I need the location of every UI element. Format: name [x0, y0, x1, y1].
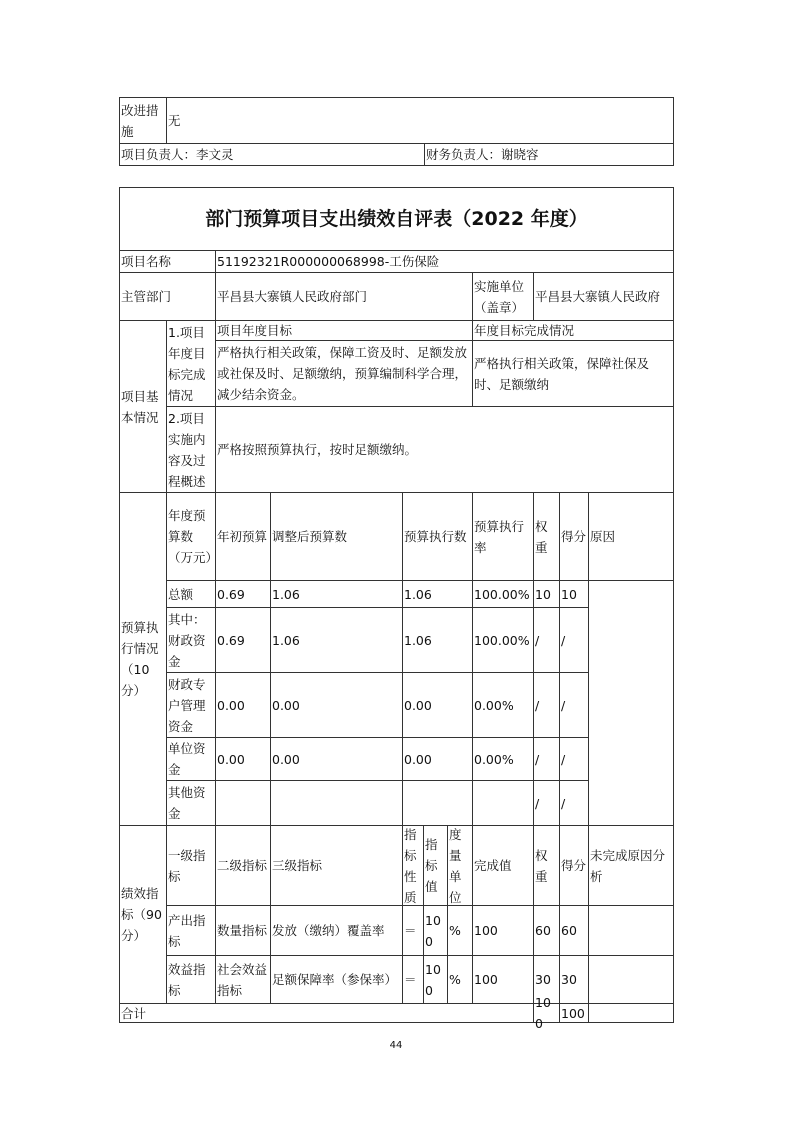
total-reason: [588, 1003, 674, 1023]
budget-cell-label-text: 单位资金: [168, 741, 206, 777]
budget-cell-adjusted-text: 0.00: [272, 697, 300, 713]
perf-cell-l1-text: 产出指标: [168, 912, 206, 949]
perf-header-text: 度量单位: [449, 826, 462, 905]
goal-label-text: 1.项目年度目标完成情况: [168, 324, 206, 403]
perf-header: [447, 825, 473, 906]
perf-cell-score-text: 30: [561, 972, 577, 987]
budget-header: [402, 492, 473, 581]
budget-header: [588, 492, 674, 581]
total-weight-text: 100: [535, 995, 551, 1031]
total-label: [119, 1003, 534, 1023]
dept-label-text: 主管部门: [121, 289, 172, 304]
unit-label-text: 实施单位（盖章）: [474, 278, 525, 315]
perf-header-text: 三级指标: [272, 858, 323, 873]
perf-cell-nature-text: ＝: [404, 923, 417, 938]
basic-label-text: 项目基本情况: [121, 388, 159, 425]
budget-cell-weight: [533, 607, 560, 673]
page-number: 44: [389, 1040, 403, 1051]
budget-cell-adjusted: [270, 607, 403, 673]
perf-cell-l2-text: 社会效益指标: [217, 961, 268, 998]
improvement-label: [119, 97, 167, 144]
budget-header: [472, 492, 534, 581]
perf-cell-l1: [166, 905, 216, 956]
budget-cell-score: [559, 672, 589, 738]
finance-lead: [424, 143, 674, 166]
budget-cell-label-text: 其他资金: [168, 785, 206, 821]
perf-cell-score-text: 60: [561, 923, 577, 938]
perf-cell-unit: [447, 955, 473, 1004]
perf-cell-l1-text: 效益指标: [168, 961, 206, 998]
budget-cell-adjusted-text: 1.06: [272, 586, 300, 602]
budget-header-text: 权重: [535, 518, 548, 555]
budget-cell-initial-text: 0.69: [217, 632, 245, 648]
perf-cell-score: [559, 955, 589, 1004]
perf-cell-done-text: 100: [474, 923, 498, 938]
total-score: [559, 1003, 589, 1023]
budget-section-label-text: 预算执行情况（10分）: [121, 620, 159, 698]
perf-cell-l2: [215, 955, 271, 1004]
perf-cell-done: [472, 905, 534, 956]
impl-text-text: 严格按照预算执行，按时足额缴纳。: [217, 442, 418, 457]
budget-cell-executed: [402, 780, 473, 826]
goal-text-text: 严格执行相关政策，保障工资及时、足额发放或社保及时、足额缴纳，预算编制科学合理，减少结余资金。: [217, 345, 468, 402]
budget-cell-weight-text: /: [535, 795, 540, 811]
budget-cell-score: [559, 737, 589, 781]
budget-cell-executed: [402, 737, 473, 781]
total-weight: [533, 995, 560, 1031]
impl-label: [166, 406, 216, 493]
goal-done-header: [472, 320, 674, 341]
goal-done-header-text: 年度目标完成情况: [474, 323, 575, 338]
budget-cell-label: [166, 607, 216, 673]
project-lead: [119, 143, 425, 166]
budget-cell-rate: [472, 672, 534, 738]
perf-header: [588, 825, 674, 906]
budget-header: [166, 492, 219, 581]
improvement-value: [166, 97, 674, 144]
budget-cell-executed: [402, 607, 473, 673]
perf-header: [559, 825, 589, 906]
budget-cell-executed-text: 0.00: [404, 697, 432, 713]
budget-cell-label: [166, 580, 216, 608]
perf-header: [215, 825, 271, 906]
budget-header-text: 预算执行率: [474, 518, 525, 555]
perf-cell-l2: [215, 905, 271, 956]
budget-cell-executed-text: 1.06: [404, 586, 432, 602]
budget-cell-score-text: /: [561, 795, 566, 811]
budget-cell-initial: [215, 607, 271, 673]
budget-cell-rate: [472, 780, 534, 826]
perf-cell-done-text: 100: [474, 972, 498, 987]
budget-reason-cell: [588, 580, 674, 826]
budget-cell-weight-text: /: [535, 632, 540, 648]
perf-header-text: 得分: [561, 858, 587, 873]
budget-cell-adjusted-text: 1.06: [272, 632, 300, 648]
budget-cell-rate-text: 100.00%: [474, 586, 530, 602]
project-name: [215, 250, 674, 273]
perf-cell-done: [472, 955, 534, 1004]
budget-cell-executed-text: 0.00: [404, 751, 432, 767]
budget-cell-label-text: 财政专户管理资金: [168, 676, 206, 734]
dept-label: [119, 272, 216, 321]
perf-cell-value-text: 100: [425, 912, 441, 949]
improvement-value-text: 无: [168, 113, 181, 128]
perf-cell-l3-text: 发放（缴纳）覆盖率: [272, 923, 385, 938]
perf-header-text: 二级指标: [217, 858, 268, 873]
perf-cell-l2-text: 数量指标: [217, 923, 268, 938]
budget-cell-rate: [472, 580, 534, 608]
budget-cell-score: [559, 580, 589, 608]
budget-cell-adjusted: [270, 672, 403, 738]
perf-header: [423, 825, 448, 906]
goal-label: [166, 320, 216, 407]
perf-cell-weight: [533, 905, 560, 956]
impl-text: [215, 406, 674, 493]
budget-header: [533, 492, 560, 581]
budget-header-text: 原因: [590, 529, 616, 544]
budget-cell-score: [559, 780, 589, 826]
perf-cell-value: [423, 955, 448, 1004]
budget-cell-score-text: /: [561, 697, 566, 713]
goal-done-text: [472, 340, 674, 407]
budget-cell-weight: [533, 737, 560, 781]
dept-value: [215, 272, 473, 321]
perf-header: [533, 825, 560, 906]
budget-cell-label: [166, 780, 216, 826]
project-name-text: 51192321R000000068998-工伤保险: [217, 254, 440, 269]
budget-cell-rate-text: 100.00%: [474, 632, 530, 648]
perf-header: [472, 825, 534, 906]
budget-cell-executed: [402, 580, 473, 608]
total-label-text: 合计: [121, 1005, 147, 1021]
unit-value: [533, 272, 674, 321]
perf-cell-unit: [447, 905, 473, 956]
budget-cell-adjusted-text: 0.00: [272, 751, 300, 767]
project-name-label: [119, 250, 216, 273]
budget-header-text: 年度预算数（万元）: [168, 508, 219, 565]
unit-value-text: 平昌县大寨镇人民政府: [535, 289, 661, 304]
perf-cell-l3-text: 足额保障率（参保率）: [272, 972, 398, 987]
budget-cell-weight: [533, 672, 560, 738]
perf-header-text: 指标性质: [404, 826, 417, 905]
budget-header-text: 预算执行数: [404, 529, 467, 544]
budget-header: [270, 492, 403, 581]
perf-header-text: 指标值: [425, 837, 438, 894]
perf-cell-value: [423, 905, 448, 956]
budget-cell-weight-text: /: [535, 751, 540, 767]
table-title-text: 部门预算项目支出绩效自评表（2022 年度）: [205, 207, 588, 230]
basic-label: [119, 320, 167, 493]
perf-cell-value-text: 100: [425, 961, 441, 998]
budget-cell-weight-text: /: [535, 697, 540, 713]
budget-cell-initial-text: 0.00: [217, 751, 245, 767]
budget-cell-weight: [533, 780, 560, 826]
budget-cell-score-text: /: [561, 751, 566, 767]
perf-cell-l3: [270, 905, 403, 956]
perf-cell-nature-text: ＝: [404, 972, 417, 987]
perf-header: [166, 825, 216, 906]
budget-header: [215, 492, 271, 581]
budget-cell-score-text: /: [561, 632, 566, 648]
budget-cell-label: [166, 737, 216, 781]
perf-cell-weight-text: 60: [535, 923, 551, 938]
budget-cell-score: [559, 607, 589, 673]
unit-label: [472, 272, 534, 321]
budget-cell-rate-text: 0.00%: [474, 697, 514, 713]
improvement-label-text: 改进措施: [121, 102, 159, 139]
project-name-label-text: 项目名称: [121, 254, 172, 269]
goal-done-text-text: 严格执行相关政策，保障社保及时、足额缴纳: [474, 355, 650, 392]
perf-cell-nature: [402, 955, 424, 1004]
perf-cell-reason: [588, 955, 674, 1004]
perf-header: [270, 825, 403, 906]
perf-cell-weight-text: 30: [535, 972, 551, 987]
budget-cell-label-text: 总额: [168, 586, 194, 602]
perf-cell-unit-text: %: [449, 972, 461, 987]
perf-section-label: [119, 825, 167, 1004]
perf-header: [402, 825, 424, 906]
budget-header: [559, 492, 589, 581]
dept-value-text: 平昌县大寨镇人民政府部门: [217, 289, 368, 304]
perf-cell-nature: [402, 905, 424, 956]
budget-header-text: 年初预算: [217, 529, 268, 544]
budget-cell-score-text: 10: [561, 586, 577, 602]
budget-cell-executed: [402, 672, 473, 738]
budget-cell-adjusted: [270, 737, 403, 781]
perf-cell-l3: [270, 955, 403, 1004]
finance-lead-text: 财务负责人：谢晓容: [426, 147, 539, 162]
perf-header-text: 未完成原因分析: [590, 847, 666, 884]
budget-cell-initial-text: 0.00: [217, 697, 245, 713]
budget-cell-initial: [215, 737, 271, 781]
budget-cell-rate-text: 0.00%: [474, 751, 514, 767]
table-title: [119, 187, 674, 251]
budget-section-label: [119, 492, 167, 826]
perf-cell-l1: [166, 955, 216, 1004]
budget-cell-initial-text: 0.69: [217, 586, 245, 602]
perf-cell-score: [559, 905, 589, 956]
budget-header-text: 调整后预算数: [272, 529, 348, 544]
goal-header: [215, 320, 473, 341]
budget-cell-adjusted: [270, 780, 403, 826]
perf-header-text: 权重: [535, 847, 548, 884]
budget-cell-adjusted: [270, 580, 403, 608]
goal-text: [215, 340, 473, 407]
budget-cell-rate: [472, 737, 534, 781]
budget-header-text: 得分: [561, 529, 587, 544]
budget-cell-initial: [215, 780, 271, 826]
impl-label-text: 2.项目实施内容及过程概述: [168, 410, 206, 489]
perf-cell-reason: [588, 905, 674, 956]
budget-cell-weight: [533, 580, 560, 608]
perf-header-text: 一级指标: [168, 847, 206, 884]
budget-cell-label-text: 其中：财政资金: [168, 611, 206, 669]
goal-header-text: 项目年度目标: [217, 323, 293, 338]
budget-cell-initial: [215, 672, 271, 738]
project-lead-text: 项目负责人：李文灵: [121, 147, 234, 162]
budget-cell-initial: [215, 580, 271, 608]
budget-cell-executed-text: 1.06: [404, 632, 432, 648]
total-score-text: 100: [561, 1005, 585, 1021]
budget-cell-label: [166, 672, 216, 738]
perf-section-label-text: 绩效指标（90分）: [121, 886, 162, 943]
perf-header-text: 完成值: [474, 858, 512, 873]
perf-cell-unit-text: %: [449, 923, 461, 938]
budget-cell-rate: [472, 607, 534, 673]
budget-cell-weight-text: 10: [535, 586, 551, 602]
